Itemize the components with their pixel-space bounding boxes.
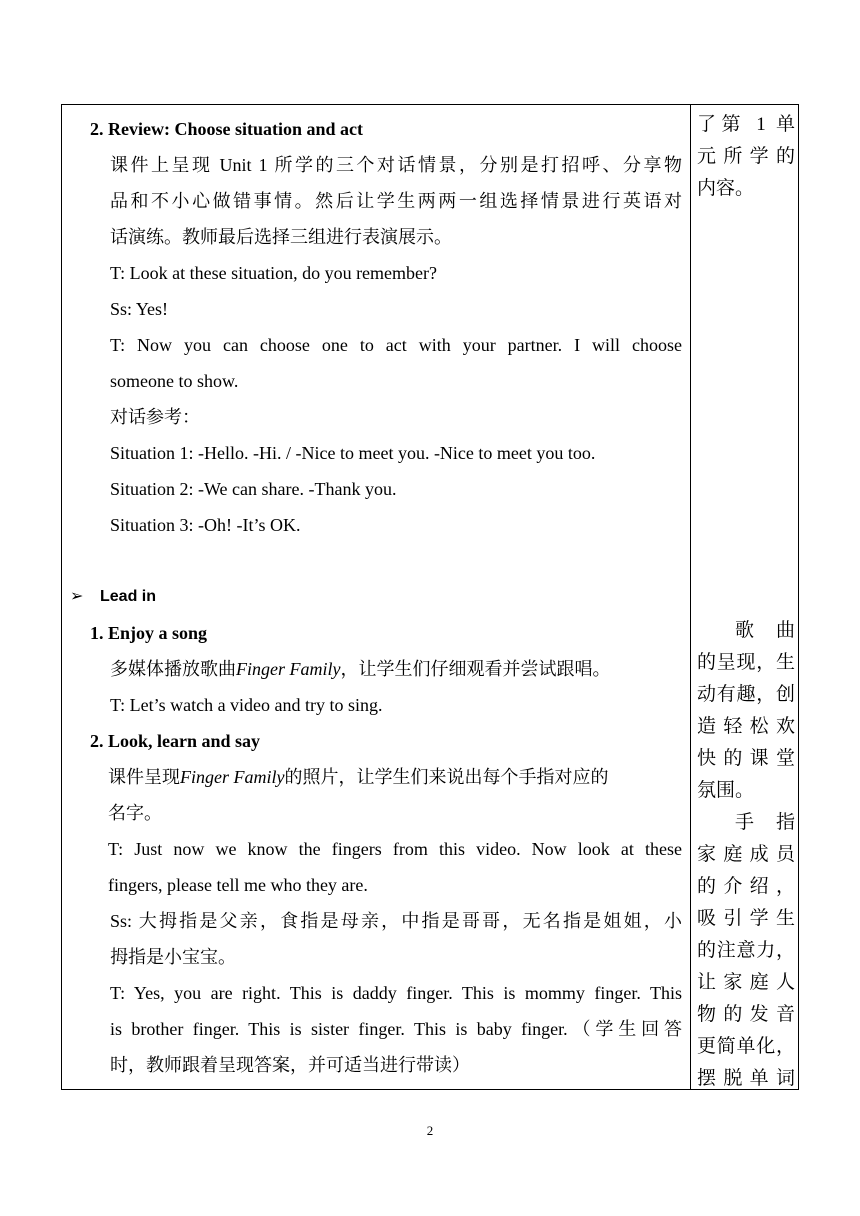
page-number: 2 [426, 1123, 434, 1138]
look-heading: 2. Look, learn and say [90, 731, 261, 751]
situation-1: Situation 1: -Hello. -Hi. / -Nice to meet you. -Nice to meet you too. [110, 443, 596, 463]
review-teacher-2b: someone to show. [110, 371, 239, 391]
look-teacher-2a: T: Yes, you are right. This is daddy finger. This is mommy finger. This [110, 983, 682, 1003]
look-desc-post: 的照片，让学生们来说出每个手指对应的 [284, 767, 609, 787]
song-note-4: 造轻松欢 [697, 716, 795, 737]
finger-note-6: 让家庭人 [697, 972, 795, 993]
situation-3: Situation 3: -Oh! -It’s OK. [110, 515, 301, 535]
review-teacher-1: T: Look at these situation, do you remember? [110, 263, 438, 283]
review-desc-2: 品和不小心做错事情。然后让学生两两一组选择情景进行英语对 [110, 191, 682, 211]
finger-note-3: 的介绍， [697, 876, 795, 897]
song-desc [110, 657, 610, 681]
song-teacher: T: Let’s watch a video and try to sing. [110, 695, 383, 715]
lead-in-title: Lead in [100, 588, 157, 605]
review-desc-1: 课件上呈现 Unit 1 所学的三个对话情景，分别是打招呼、分享物 [110, 155, 682, 175]
finger-note-9: 摆脱单词 [697, 1068, 795, 1089]
review-students-1: Ss: Yes! [110, 299, 169, 319]
look-photo-title: Finger Family [180, 767, 285, 787]
song-title: Finger Family [236, 659, 341, 679]
look-teacher-1a: T: Just now we know the fingers from this video. Now look at these [108, 839, 682, 859]
look-teacher-2c: 时，教师跟着呈现答案，并可适当进行带读） [110, 1055, 470, 1075]
look-desc-pre: 课件呈现 [108, 767, 180, 787]
review-teacher-2a: T: Now you can choose one to act with your partner. I will choose [110, 335, 682, 355]
finger-note-2: 家庭成员 [697, 844, 795, 865]
song-note-3: 动有趣，创 [697, 684, 795, 705]
review-note-1: 了第 1 单 [697, 114, 795, 135]
song-note-2: 的呈现，生 [697, 652, 795, 673]
finger-note-8: 更简单化， [697, 1036, 795, 1057]
lesson-table [61, 104, 799, 1090]
finger-note-4: 吸引学生 [697, 908, 795, 929]
song-note-6: 氛围。 [697, 780, 755, 801]
dialogue-reference-label: 对话参考： [110, 407, 200, 427]
review-desc-3: 话演练。教师最后选择三组进行表演展示。 [110, 227, 452, 247]
finger-note-1: 手 指 [735, 812, 795, 833]
review-note-2: 元所学的 [697, 146, 795, 167]
look-desc [108, 765, 608, 789]
look-desc-2: 名字。 [108, 803, 162, 823]
look-teacher-1b: fingers, please tell me who they are. [108, 875, 368, 895]
look-teacher-2b: is brother finger. This is sister finger. This is baby finger.（学生回答 [110, 1019, 682, 1039]
look-students-1: Ss: 大拇指是父亲，食指是母亲，中指是哥哥，无名指是姐姐，小 [110, 911, 682, 931]
situation-2: Situation 2: -We can share. -Thank you. [110, 479, 397, 499]
column-divider [690, 105, 691, 1089]
finger-note-5: 的注意力， [697, 940, 795, 961]
look-students-2: 拇指是小宝宝。 [110, 947, 236, 967]
arrow-bullet-icon: ➢ [70, 588, 84, 605]
song-desc-post: ，让学生们仔细观看并尝试跟唱。 [340, 659, 611, 679]
song-desc-pre: 多媒体播放歌曲 [110, 659, 236, 679]
song-note-1: 歌 曲 [735, 620, 795, 641]
review-heading: 2. Review: Choose situation and act [90, 119, 363, 139]
song-heading: 1. Enjoy a song [90, 623, 208, 643]
song-note-5: 快的课堂 [697, 748, 795, 769]
review-note-3: 内容。 [697, 178, 755, 199]
finger-note-7: 物的发音 [697, 1004, 795, 1025]
